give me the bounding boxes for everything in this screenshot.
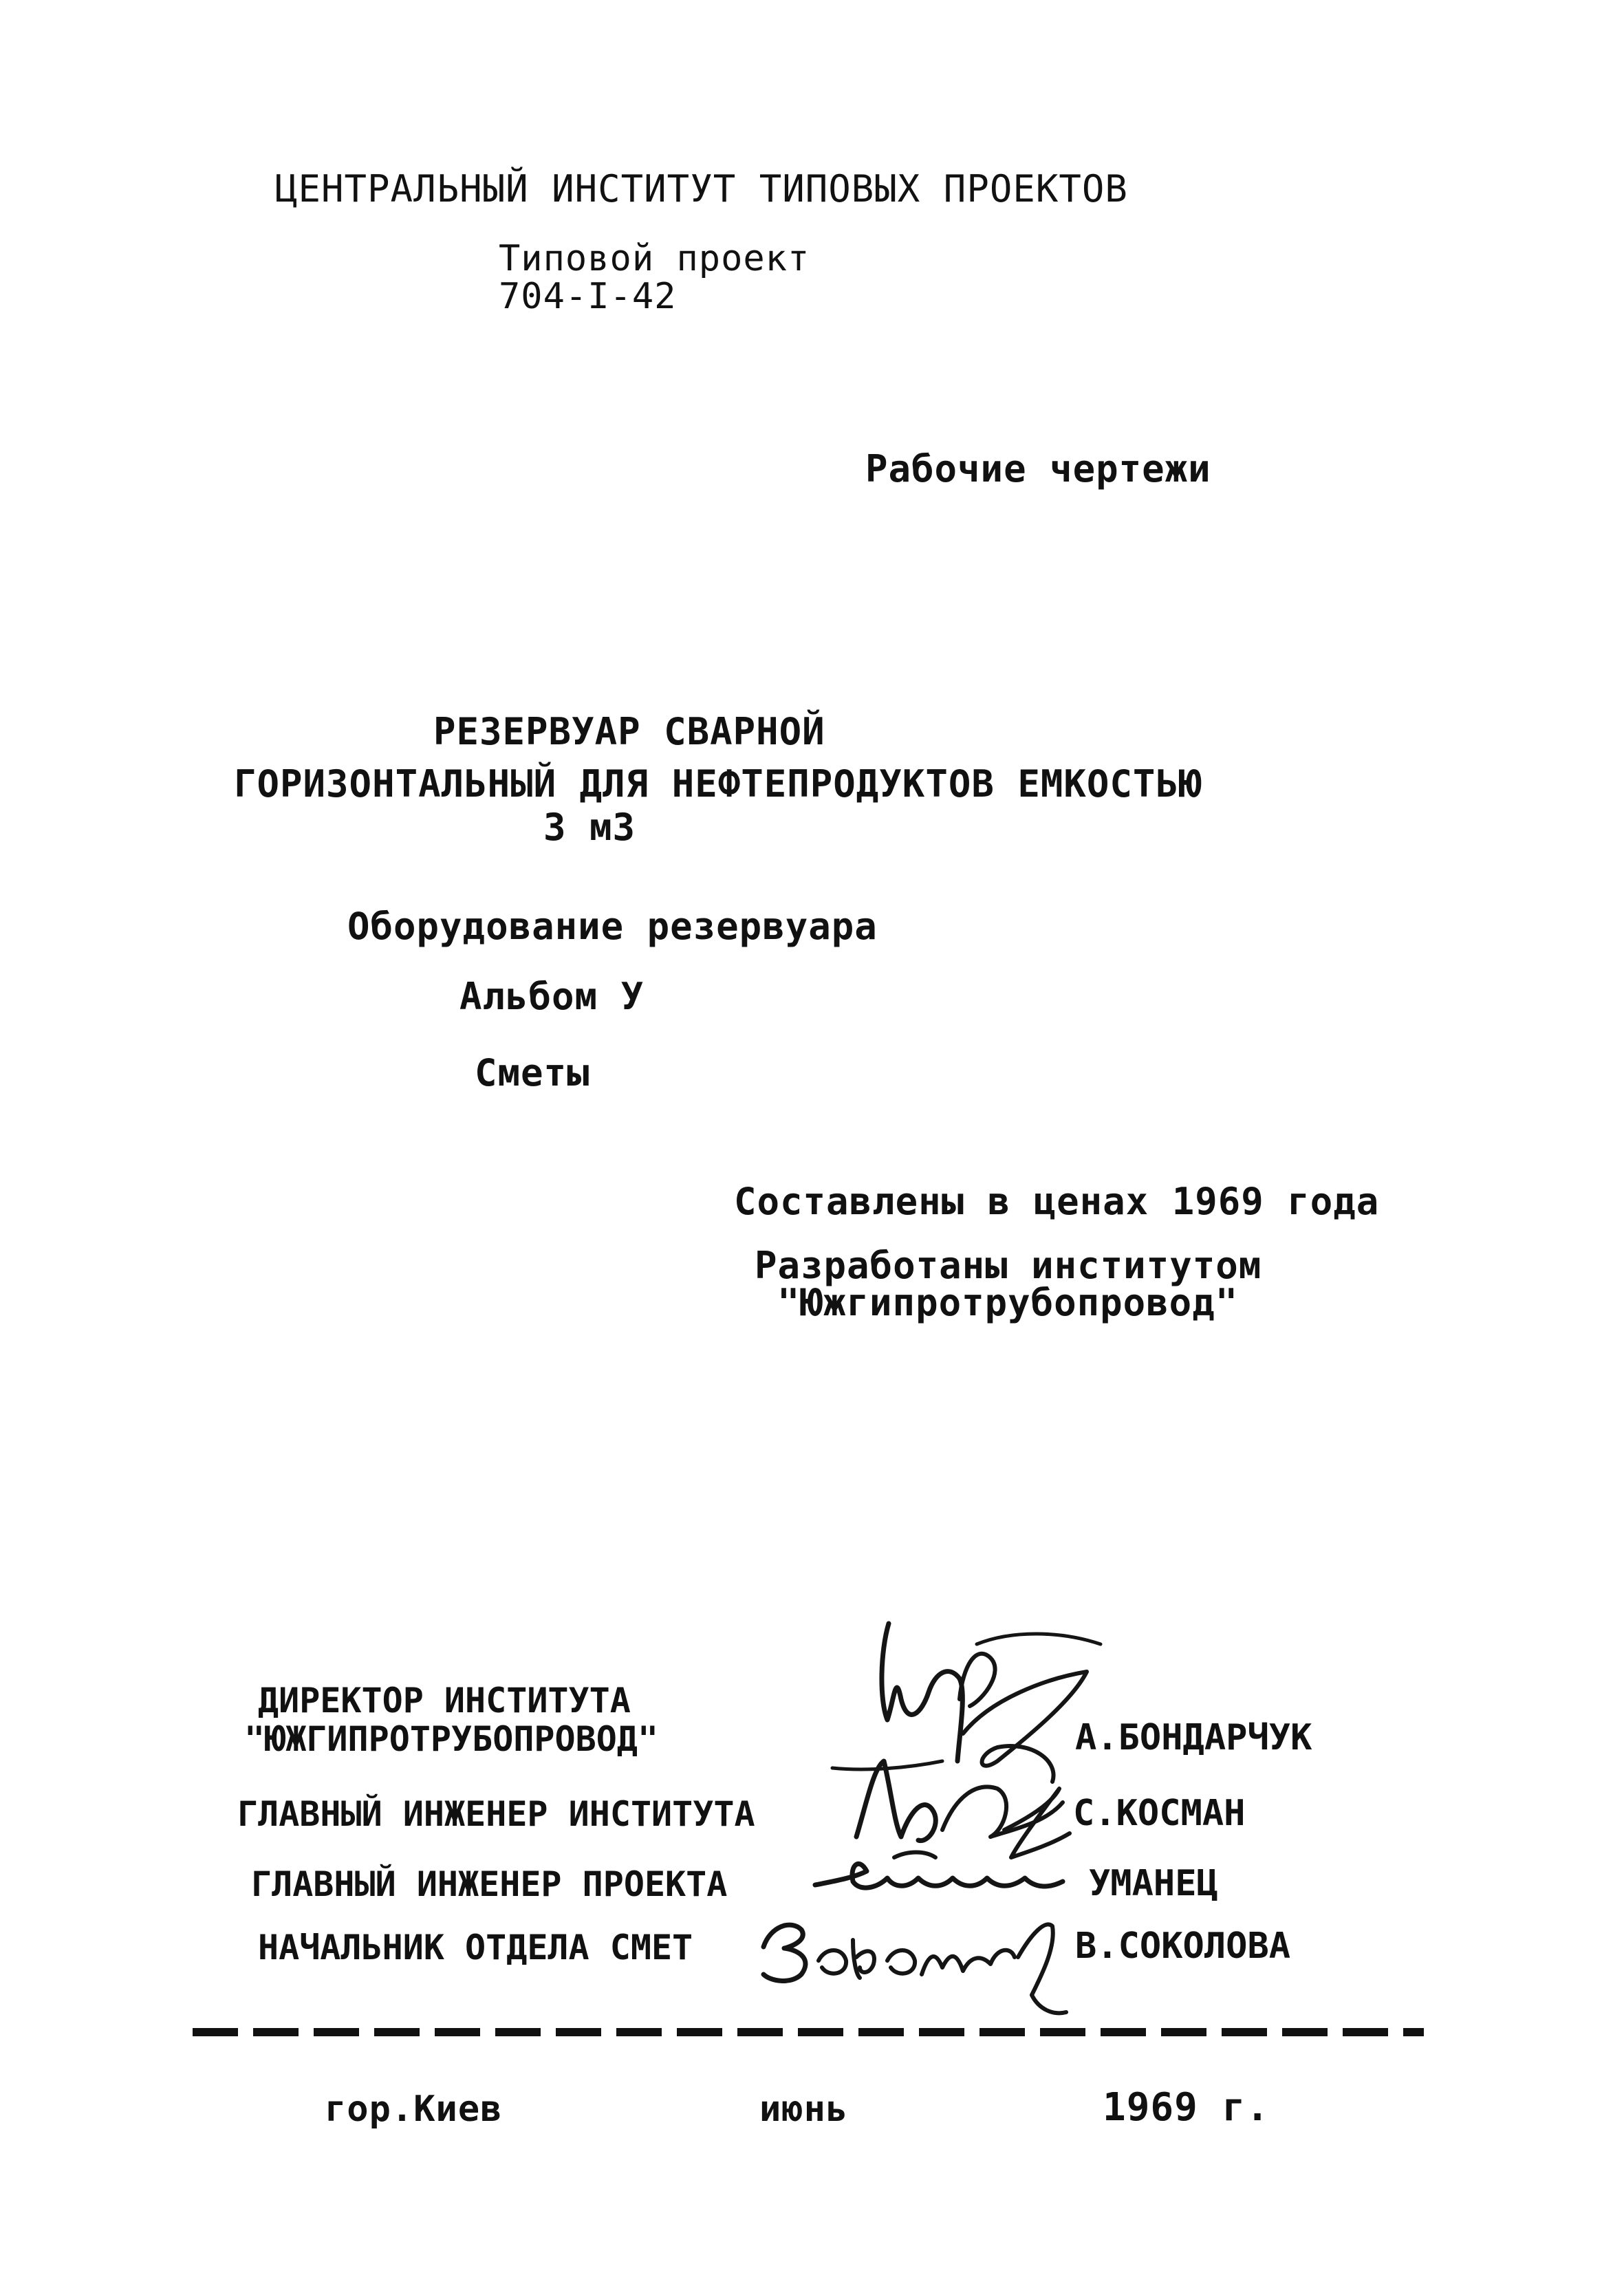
signature-role-director-institute: "ЮЖГИПРОТРУБОПРОВОД" [244,1719,659,1759]
signature-1-stroke [963,1672,1087,1782]
signature-2-stroke [1004,1789,1070,1857]
title-line-1: РЕЗЕРВУАР СВАРНОЙ [433,710,825,753]
estimates-label: Сметы [475,1051,590,1095]
signature-2-stroke [856,1761,935,1841]
signature-1-stroke [832,1761,942,1769]
footer-month: июнь [759,2089,849,2130]
dashed-divider [193,2028,1424,2036]
signature-2-stroke [942,1787,1063,1837]
signature-4-stroke [764,1925,805,1981]
signature-3-stroke [815,1864,1063,1888]
developer-institute: "Южгипротрубопровод" [777,1281,1239,1324]
document-kind: Рабочие чертежи [865,447,1211,490]
footer-place: гор.Киев [325,2089,503,2130]
signature-4-stroke [819,1940,874,1978]
signature-role-director: ДИРЕКТОР ИНСТИТУТА [258,1681,631,1721]
signature-4-stroke [887,1950,1015,1974]
project-label: Типовой проект [499,238,810,279]
title-line-3: 3 м3 [543,806,636,849]
project-number: 704-I-42 [499,276,677,317]
signature-role-chief-engineer-project: ГЛАВНЫЙ ИНЖЕНЕР ПРОЕКТА [251,1864,728,1904]
signature-1-stroke [882,1624,962,1761]
signature-role-chief-engineer-institute: ГЛАВНЫЙ ИНЖЕНЕР ИНСТИТУТА [237,1794,755,1834]
title-line-2: ГОРИЗОНТАЛЬНЫЙ ДЛЯ НЕФТЕПРОДУКТОВ ЕМКОСТЬЮ [234,762,1202,806]
signature-4-stroke [1018,1924,1066,2013]
signature-name-chief-engineer-project: УМАНЕЦ [1089,1863,1218,1904]
signature-role-head-estimates: НАЧАЛЬНИК ОТДЕЛА СМЕТ [258,1928,693,1967]
signature-1-stroke [977,1634,1101,1644]
signature-3-stroke [894,1853,935,1858]
prices-note: Составлены в ценах 1969 года [734,1180,1380,1223]
signature-1-stroke [960,1654,995,1706]
signature-name-head-estimates: В.СОКОЛОВА [1075,1926,1291,1967]
footer-year: 1969 г. [1103,2085,1270,2130]
signature-name-director: А.БОНДАРЧУК [1075,1717,1312,1758]
institute-name: ЦЕНТРАЛЬНЫЙ ИНСТИТУТ ТИПОВЫХ ПРОЕКТОВ [275,167,1128,211]
signature-name-chief-engineer-institute: С.КОСМАН [1073,1793,1246,1834]
album-label: Альбом У [459,975,645,1018]
developed-by-label: Разработаны институтом [755,1244,1262,1287]
section-equipment: Оборудование резервуара [347,905,878,948]
